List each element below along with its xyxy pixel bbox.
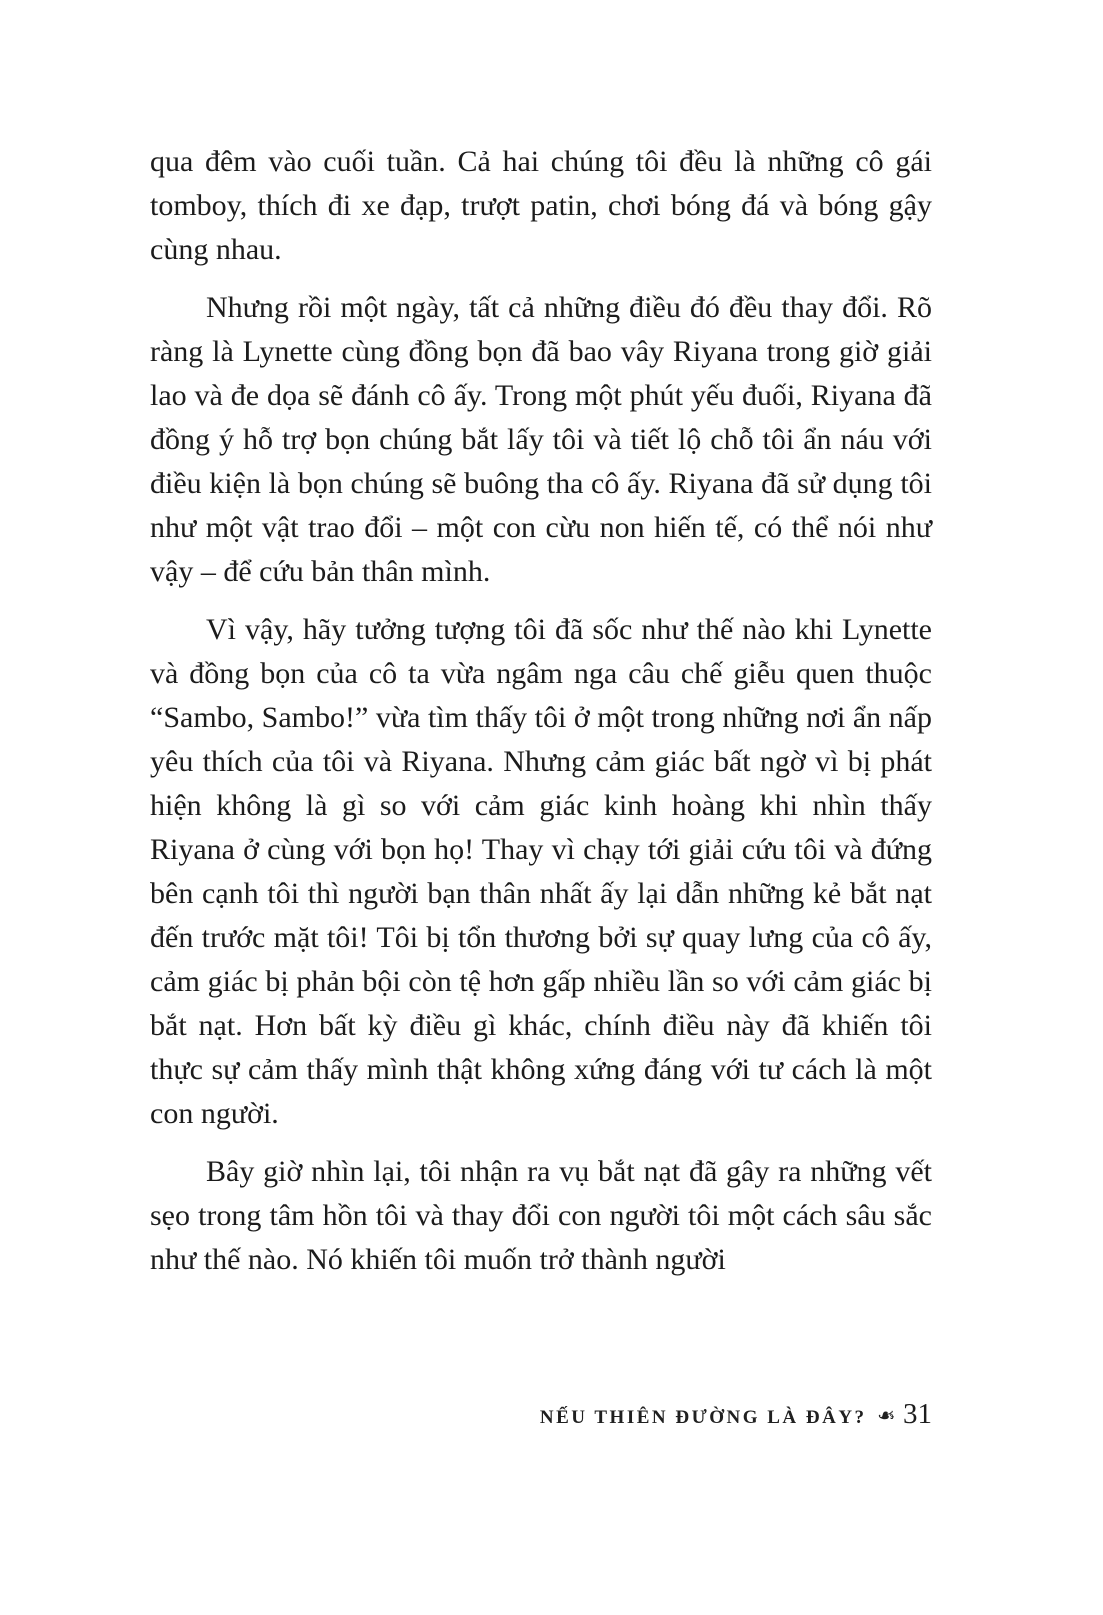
paragraph: Vì vậy, hãy tưởng tượng tôi đã sốc như thế nào khi Lynette và đồng bọn của cô ta vừa ngâm nga câu chế giễu quen thuộc “Sambo, Sambo!” vừa tìm thấy tôi ở một trong những nơi ẩn nấp yêu thích của tôi và Riyana. Nhưng cảm giác bất ngờ vì bị phát hiện không là gì so với cảm giác kinh hoàng khi nhìn thấy Riyana ở cùng với bọn họ! Thay vì chạy tới giải cứu tôi và đứng bên cạnh tôi thì người bạn thân nhất ấy lại dẫn những kẻ bắt nạt đến trước mặt tôi! Tôi bị tổn thương bởi sự quay lưng của cô ấy, cảm giác bị phản bội còn tệ hơn gấp nhiều lần so với cảm giác bị bắt nạt. Hơn bất kỳ điều gì khác, chính điều này đã khiến tôi thực sự cảm thấy mình thật không xứng đáng với tư cách là một con người.	[150, 613, 932, 1130]
page-number: 31	[903, 1398, 932, 1430]
paragraph: Nhưng rồi một ngày, tất cả những điều đó đều thay đổi. Rõ ràng là Lynette cùng đồng bọn đã bao vây Riyana trong giờ giải lao và đe dọa sẽ đánh cô ấy. Trong một phút yếu đuối, Riyana đã đồng ý hỗ trợ bọn chúng bắt lấy tôi và tiết lộ chỗ tôi ẩn náu với điều kiện là bọn chúng sẽ buông tha cô ấy. Riyana đã sử dụng tôi như một vật trao đổi – một con cừu non hiến tế, có thể nói như vậy – để cứu bản thân mình.	[150, 291, 932, 588]
page-body	[150, 140, 932, 1296]
fleuron-ornament-icon: ❧	[876, 1404, 895, 1429]
paragraph: Bây giờ nhìn lại, tôi nhận ra vụ bắt nạt đã gây ra những vết sẹo trong tâm hồn tôi và thay đổi con người tôi một cách sâu sắc như thế nào. Nó khiến tôi muốn trở thành người	[150, 1155, 932, 1276]
page-footer	[540, 1398, 932, 1431]
paragraph: qua đêm vào cuối tuần. Cả hai chúng tôi đều là những cô gái tomboy, thích đi xe đạp, trượt patin, chơi bóng đá và bóng gậy cùng nhau.	[150, 145, 932, 266]
running-title: NẾU THIÊN ĐƯỜNG LÀ ĐÂY?	[539, 1407, 867, 1428]
